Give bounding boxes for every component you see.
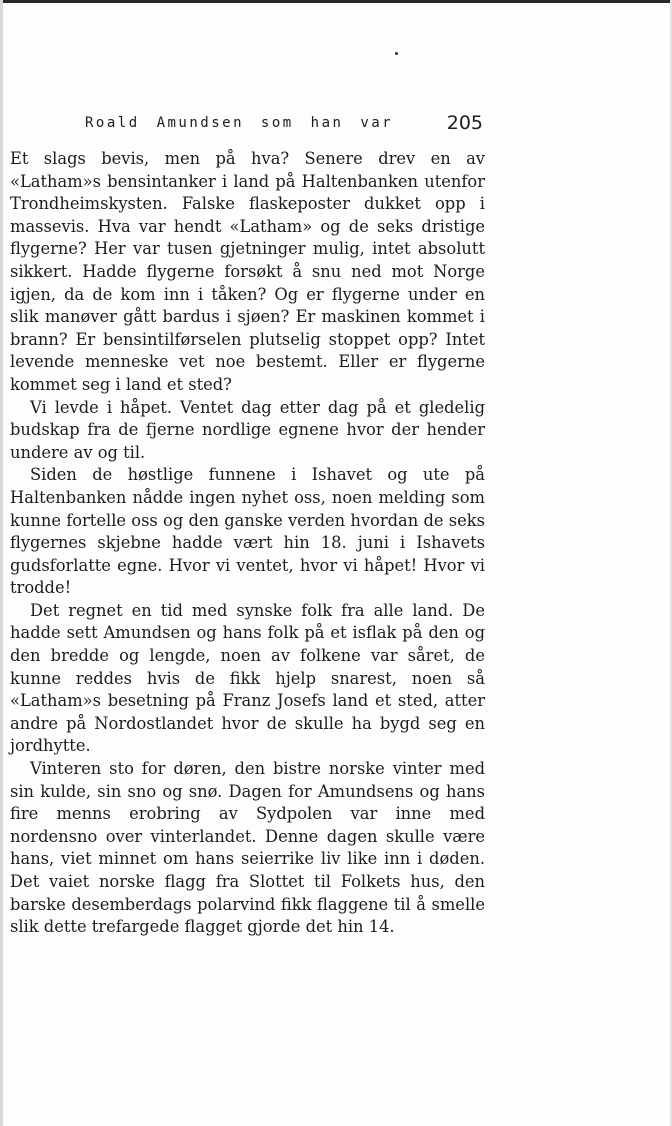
paragraph: Siden de høstlige funnene i Ishavet og ute på Haltenbanken nådde ingen nyhet oss, noen melding som kunne fortelle oss og den ganske verden hvordan de seks flygernes skjebne hadde vært hin 18. juni i Ishavets gudsforlatte egne. Hvor vi ventet, hvor vi håpet! Hvor vi trodde!: [10, 465, 485, 598]
page-left-edge: [0, 0, 3, 1126]
page-top-edge: [0, 0, 672, 3]
paragraph-continued: Et slags bevis, men på hva? Senere drev en av «Latham»s bensintanker i land på Haltenbanken utenfor Trondheimskysten. Falske flaskeposter dukket opp i massevis. Hva var hendt «Latham» og de seks dristige flygerne? Her var tusen gjetninger mulig, intet absolutt sikkert. Hadde flygerne forsøkt å snu ned mot Norge igjen, da de kom inn i tåken? Og er flygerne under en slik manøver gått bardus i sjøen? Er maskinen kommet i brann? Er bensintilførselen plutselig stoppet opp? Intet levende menneske vet noe bestemt. Eller er flygerne kommet seg i land et sted?: [10, 149, 485, 394]
paragraph: Vi levde i håpet. Ventet dag etter dag på et gledelig budskap fra de fjerne nordlige egnene hvor der hender undere av og til.: [10, 397, 485, 462]
page-number: 205: [446, 112, 483, 134]
ink-speck: [395, 52, 398, 55]
running-header: [85, 112, 483, 140]
paragraph: Vinteren sto for døren, den bistre norske vinter med sin kulde, sin sno og snø. Dagen for Amundsens og hans fire menns erobring av Sydpolen var inne med nordensno over vinterlandet. Denne dagen skulle være hans, viet minnet om hans seierrike liv like inn i døden. Det vaiet norske flagg fra Slottet til Folkets hus, den barske desemberdags polarvind fikk flaggene til å smelle slik dette trefargede flagget gjorde det hin 14.: [10, 759, 485, 937]
paragraph: Det regnet en tid med synske folk fra alle land. De hadde sett Amundsen og hans folk på et isflak på den og den bredde og lengde, noen av folkene var såret, de kunne reddes hvis de fikk hjelp snarest, noen så «Latham»s besetning på Franz Josefs land et sted, atter andre på Nordostlandet hvor de skulle ha bygd seg en jordhytte.: [10, 600, 485, 756]
running-title: Roald Amundsen som han var: [85, 115, 394, 131]
body-text: [10, 148, 485, 939]
